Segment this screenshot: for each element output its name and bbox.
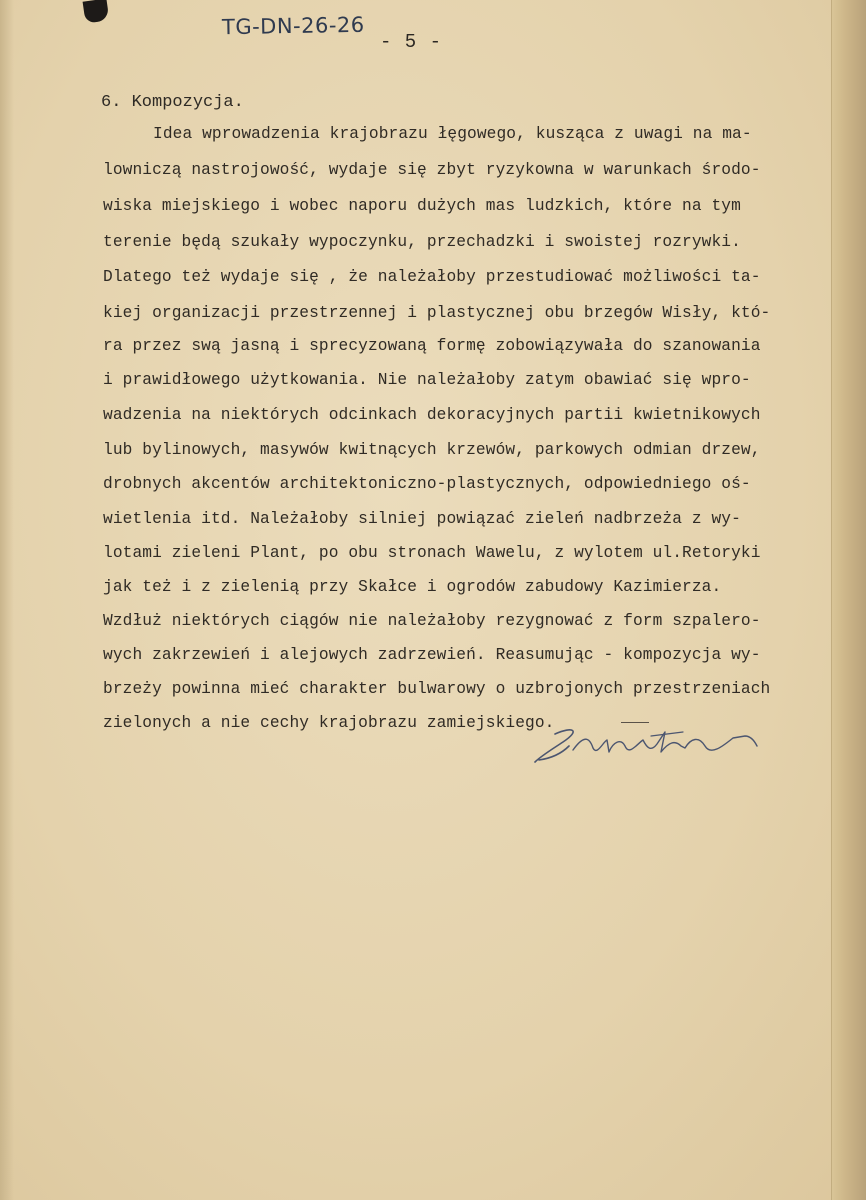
body-line: wych zakrzewień i alejowych zadrzewień. Reasumując - kompozycja wy- [103,646,761,664]
body-line: i prawidłowego użytkowania. Nie należałoby zatym obawiać się wpro- [103,371,751,389]
body-line: lowniczą nastrojowość, wydaje się zbyt ryzykowna w warunkach środo- [103,161,761,179]
body-line: kiej organizacji przestrzennej i plastycznej obu brzegów Wisły, któ- [103,304,771,322]
body-line: Dlatego też wydaje się , że należałoby przestudiować możliwości ta- [103,268,761,286]
body-line: brzeży powinna mieć charakter bulwarowy o uzbrojonych przestrzeniach [103,680,771,698]
body-line: Wzdłuż niektórych ciągów nie należałoby rezygnować z form szpalero- [103,612,761,630]
body-line: zielonych a nie cechy krajobrazu zamiejskiego. [103,714,555,732]
body-line: Idea wprowadzenia krajobrazu łęgowego, kusząca z uwagi na ma- [153,125,752,143]
page-number: - 5 - [380,31,443,53]
body-line: wadzenia na niektórych odcinkach dekoracyjnych partii kwietnikowych [103,406,761,424]
body-line: jak też i z zielenią przy Skałce i ogrodów zabudowy Kazimierza. [103,578,722,596]
body-line: lotami zieleni Plant, po obu stronach Wawelu, z wylotem ul.Retoryki [103,544,761,562]
handwritten-signature [533,722,761,772]
section-heading: 6. Kompozycja. [101,93,244,112]
body-line: terenie będą szukały wypoczynku, przechadzki i swoistej rozrywki. [103,233,741,251]
body-line: lub bylinowych, masywów kwitnących krzewów, parkowych odmian drzew, [103,441,761,459]
body-line: wiska miejskiego i wobec naporu dużych mas ludzkich, które na tym [103,197,741,215]
body-line: drobnych akcentów architektoniczno-plastycznych, odpowiedniego oś- [103,475,751,493]
archive-reference-number: TG-DN-26-26 [221,12,365,40]
body-line: ra przez swą jasną i sprecyzowaną formę zobowiązywała do szanowania [103,337,761,355]
left-edge-shadow [0,0,14,1200]
body-line: wietlenia itd. Należałoby silniej powiązać zieleń nadbrzeża z wy- [103,510,741,528]
right-page-edge [831,0,866,1200]
